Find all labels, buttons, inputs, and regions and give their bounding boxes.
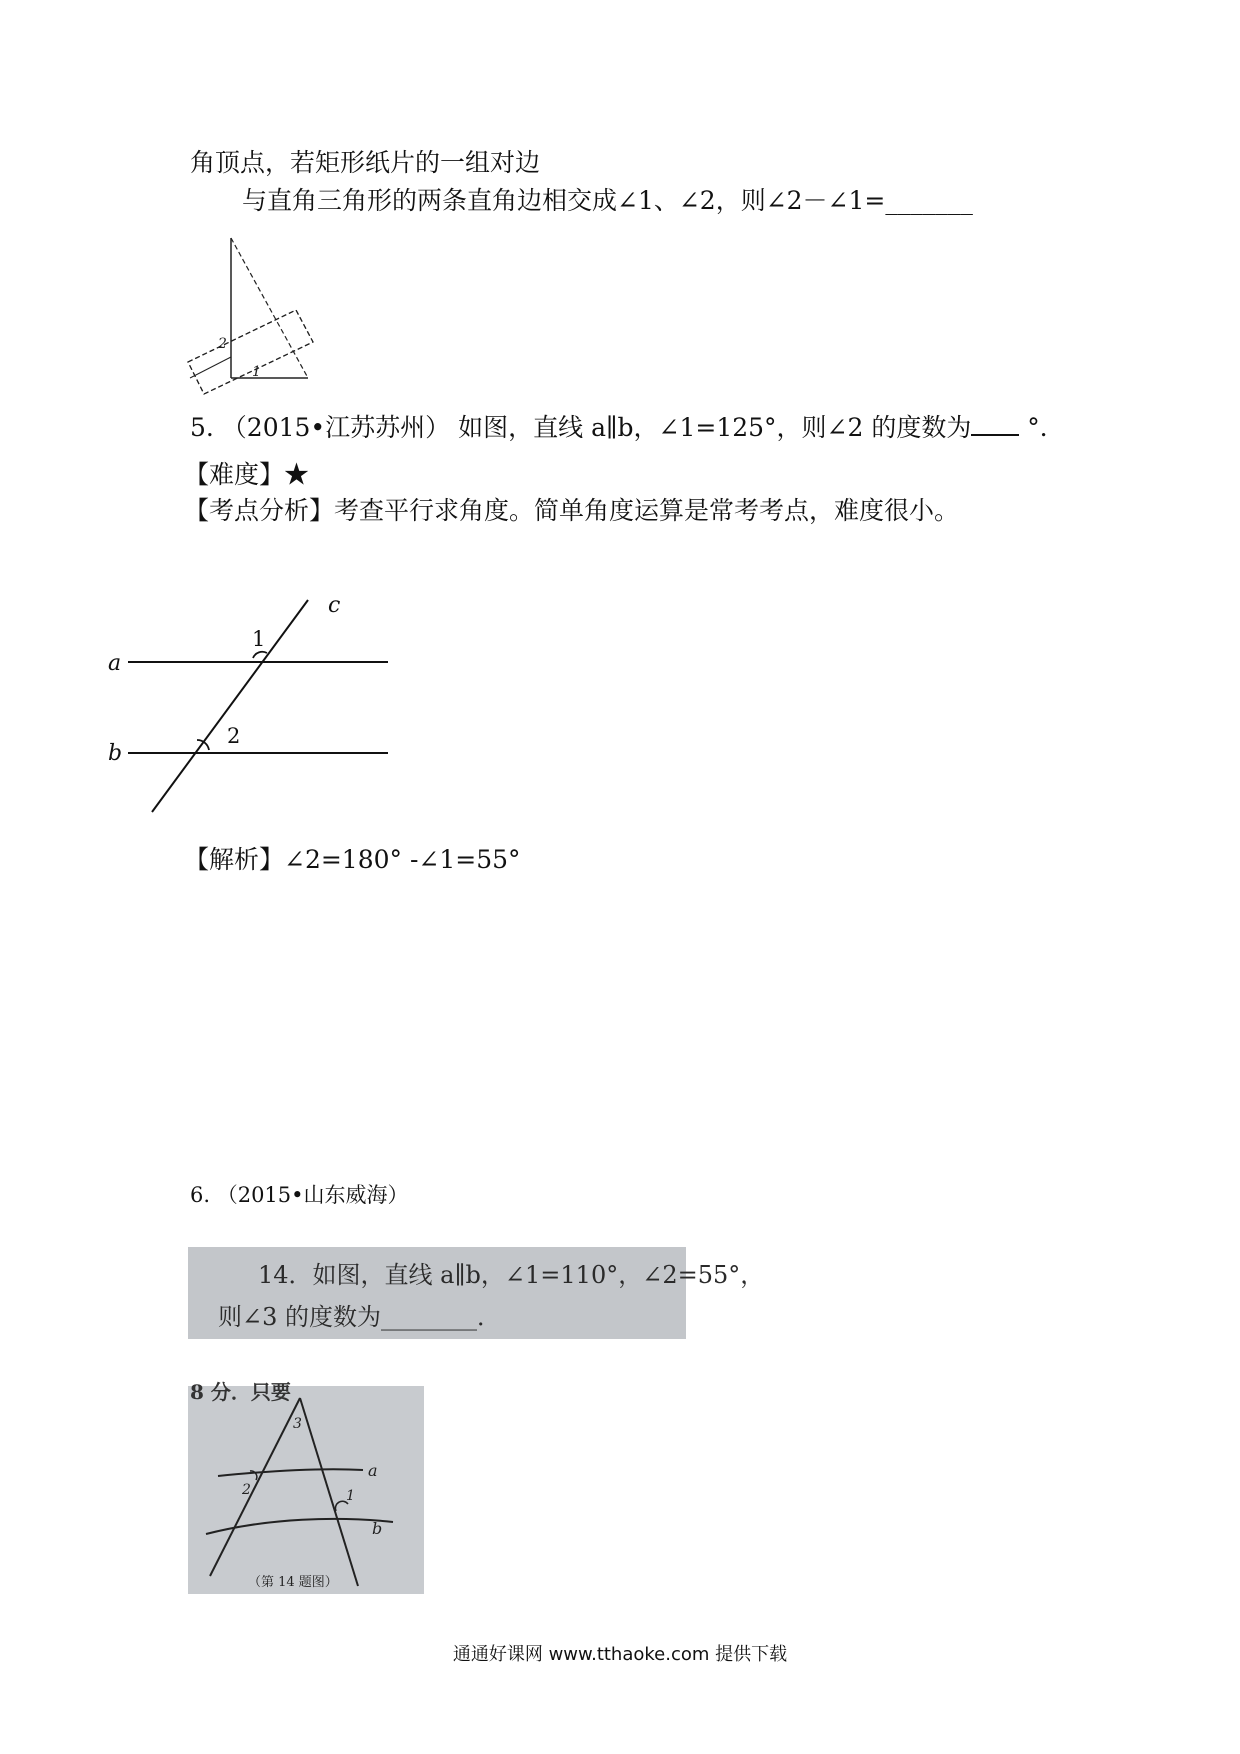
q6-stem: 6. （2015•山东威海）	[190, 1183, 409, 1207]
q6-angle1-label: 1	[346, 1488, 355, 1504]
q6-photo-problem-text	[188, 1247, 765, 1339]
q5-line-a-label: a	[108, 651, 122, 676]
q6-angle3-label: 3	[293, 1416, 302, 1432]
q6-figure-lines	[188, 1386, 424, 1594]
q5-answer-blank	[971, 412, 1019, 436]
q5-parallel-lines-figure	[100, 590, 420, 830]
q5-angle1-label: 1	[252, 627, 266, 651]
q5-stem-suffix: °．	[1027, 413, 1065, 442]
q5-difficulty: 【难度】★	[184, 460, 310, 489]
q6-photo-line1: 14．如图，直线 a∥b，∠1=110°，∠2=55°，	[258, 1261, 765, 1289]
q5-stem	[190, 412, 1065, 443]
q5-line-c-label: c	[328, 593, 341, 618]
q4-line2: 与直角三角形的两条直角边相交成∠1、∠2，则∠2－∠1=_______	[242, 186, 973, 215]
q6-photo-line2: 则∠3 的度数为________．	[218, 1303, 502, 1331]
q6-angle2-label: 2	[242, 1482, 251, 1498]
q6-photo-figure	[188, 1380, 424, 1594]
page-footer: 通通好课网 www.tthaoke.com 提供下载	[452, 1644, 788, 1665]
q6-figure-caption: （第 14 题图）	[248, 1575, 338, 1590]
q4-angle2-label: 2	[218, 336, 227, 352]
q4-angle1-label: 1	[252, 364, 261, 380]
q5-solution: 【解析】∠2=180° -∠1=55°	[184, 845, 521, 874]
q5-stem-prefix: 5. （2015•江苏苏州） 如图，直线 a∥b，∠1=125°，则∠2 的度数为	[190, 413, 972, 442]
q4-triangle-rectangle-figure	[190, 230, 520, 410]
q6-line-b-label: b	[372, 1519, 383, 1538]
q5-angle2-label: 2	[227, 724, 241, 748]
q6-photo-header-fragment: 8 分．只要	[190, 1380, 291, 1404]
q4-line1: 角顶点，若矩形纸片的一组对边	[190, 148, 541, 177]
q5-analysis: 【考点分析】考查平行求角度。简单角度运算是常考考点，难度很小。	[184, 496, 960, 525]
q6-line-a-label: a	[368, 1461, 378, 1480]
q5-line-b-label: b	[108, 741, 123, 766]
